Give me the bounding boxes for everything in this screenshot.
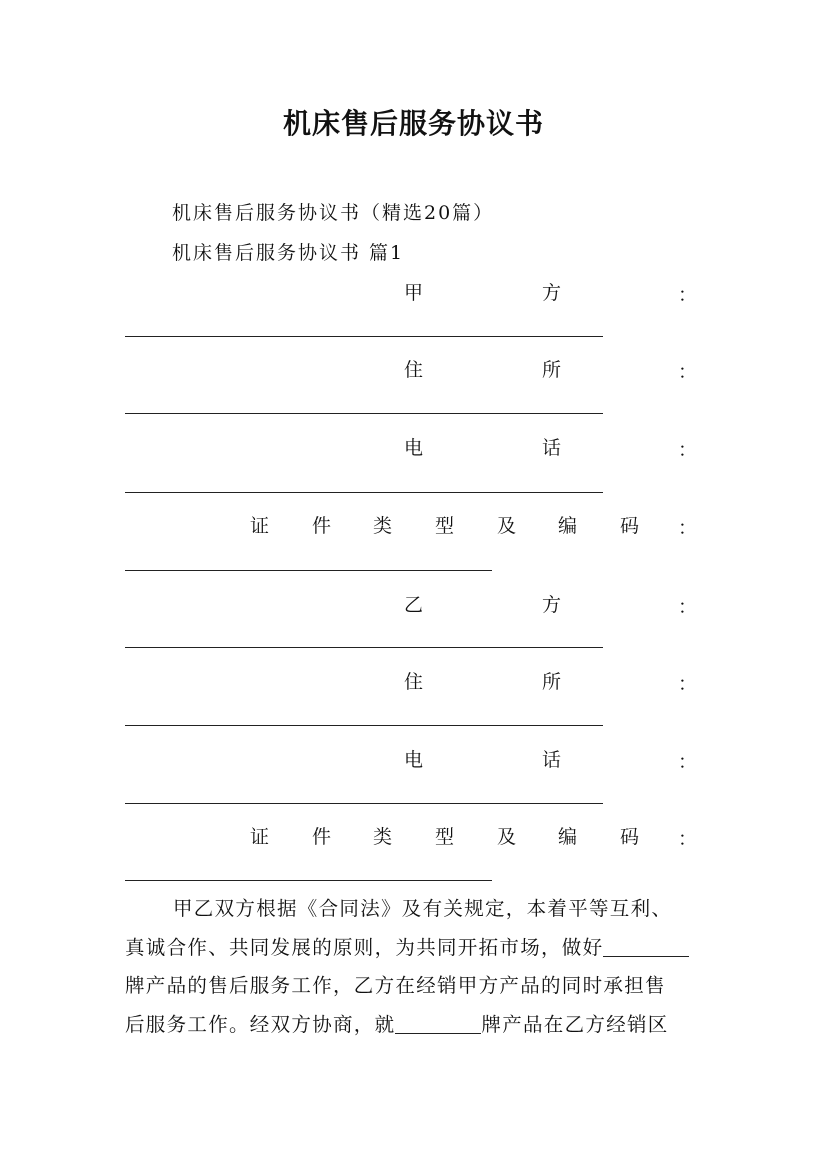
party-a-id-label-char: 证	[250, 515, 270, 537]
party-a-id-label-char: 编	[558, 515, 578, 537]
party-b-id-label-char: 型	[435, 826, 455, 848]
paragraph-text: 牌产品在乙方经销区	[481, 1012, 669, 1036]
party-b-id-label-char: 码	[620, 826, 640, 848]
party-a-id-label-char: 件	[312, 515, 332, 537]
party-a-name-blank[interactable]	[125, 336, 603, 337]
party-b-id-label-char: 证	[250, 826, 270, 848]
paragraph-line	[125, 1006, 725, 1045]
party-b-address-label-char: 住	[404, 671, 424, 693]
party-b-id-label-char: 编	[558, 826, 578, 848]
party-b-id-blank[interactable]	[125, 880, 492, 881]
party-b-address-blank[interactable]	[125, 725, 603, 726]
party-b-address-label-char: 所	[542, 671, 562, 693]
paragraph-text: 后服务工作。经双方协商，就	[125, 1012, 396, 1036]
party-a-address-label-char: 住	[404, 359, 424, 381]
party-a-id-label-char: 码	[620, 515, 640, 537]
party-b-phone-colon: ：	[678, 751, 698, 773]
section-heading: 机床售后服务协议书 篇1	[172, 242, 405, 264]
party-b-id-colon: ：	[678, 828, 698, 850]
document-title: 机床售后服务协议书	[282, 107, 544, 140]
party-a-name-label-char: 甲	[404, 282, 424, 304]
party-a-address-label-char: 所	[542, 359, 562, 381]
paragraph-line: 牌产品的售后服务工作，乙方在经销甲方产品的同时承担售	[125, 974, 666, 997]
brand-blank[interactable]	[395, 1013, 481, 1034]
paragraph-line: 甲乙双方根据《合同法》及有关规定，本着平等互利、	[173, 897, 673, 920]
party-a-phone-colon: ：	[678, 439, 698, 461]
party-a-id-label-char: 类	[373, 515, 393, 537]
party-a-id-colon: ：	[678, 517, 698, 539]
party-b-id-label-char: 件	[312, 826, 332, 848]
party-b-name-blank[interactable]	[125, 647, 603, 648]
party-a-id-label-char: 型	[435, 515, 455, 537]
party-a-address-colon: ：	[678, 361, 698, 383]
party-a-phone-label-char: 话	[542, 437, 562, 459]
party-b-id-label-char: 类	[373, 826, 393, 848]
party-b-phone-label-char: 话	[542, 749, 562, 771]
party-a-address-blank[interactable]	[125, 413, 603, 414]
party-b-id-label-char: 及	[497, 826, 517, 848]
party-b-address-colon: ：	[678, 673, 698, 695]
party-a-id-label-char: 及	[497, 515, 517, 537]
brand-blank[interactable]	[603, 936, 689, 957]
party-b-name-label-char: 方	[542, 594, 562, 616]
paragraph-text: 真诚合作、共同发展的原则，为共同开拓市场，做好	[125, 935, 604, 959]
party-a-phone-label-char: 电	[404, 437, 424, 459]
agreement-paragraph	[125, 890, 725, 1044]
party-a-name-label-char: 方	[542, 282, 562, 304]
party-b-name-colon: ：	[678, 596, 698, 618]
party-b-phone-blank[interactable]	[125, 803, 603, 804]
document-subtitle: 机床售后服务协议书（精选20篇）	[172, 202, 495, 224]
party-a-phone-blank[interactable]	[125, 492, 603, 493]
paragraph-line	[125, 929, 725, 968]
party-b-phone-label-char: 电	[404, 749, 424, 771]
party-a-id-blank[interactable]	[125, 570, 492, 571]
party-a-name-colon: ：	[678, 284, 698, 306]
party-b-name-label-char: 乙	[404, 594, 424, 616]
